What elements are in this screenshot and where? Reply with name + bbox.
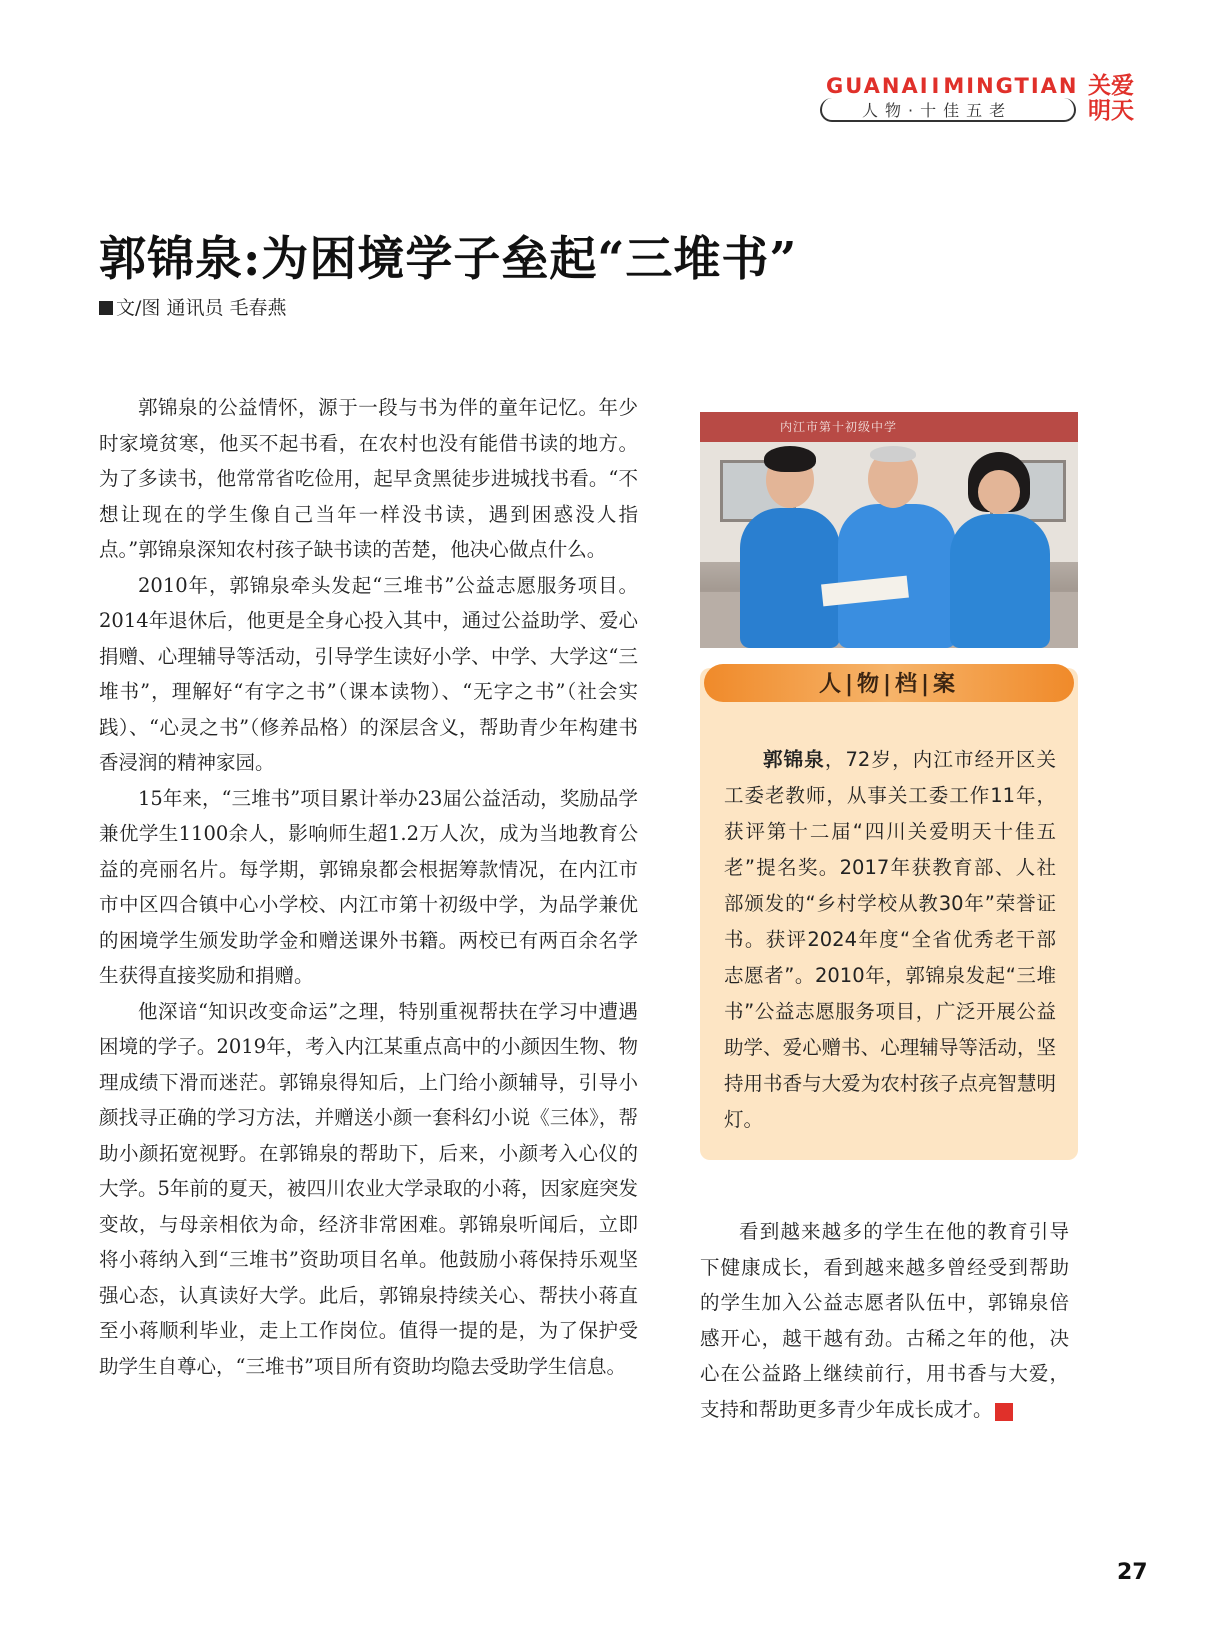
photo-student-right — [950, 514, 1050, 648]
profile-name: 郭锦泉 — [763, 748, 825, 771]
header-separator: I — [931, 74, 942, 98]
paragraph-2: 2010年，郭锦泉牵头发起“三堆书”公益志愿服务项目。2014年退休后，他更是全身心投入其中，通过公益助学、爱心捐赠、心理辅导等活动，引导学生读好小学、中学、大学这“三堆书”，理解好“有字之书”（课本读物）、“无字之书”（社会实践）、“心灵之书”（修养品格）的深层含义，帮助青少年构建书香浸润的精神家园。 — [99, 573, 638, 774]
paragraph-1: 郭锦泉的公益情怀，源于一段与书为伴的童年记忆。年少时家境贫寒，他买不起书看，在农村也没有能借书读的地方。为了多读书，他常常省吃俭用，起早贪黑徒步进城找书看。“不想让现在的学生像自己当年一样没书读，遇到困惑没人指点。”郭锦泉深知农村孩子缺书读的苦楚，他决心做点什么。 — [99, 396, 638, 561]
closing-paragraph: 看到越来越多的学生在他的教育引导下健康成长，看到越来越多曾经受到帮助的学生加入公益志愿者队伍中，郭锦泉倍感开心，越干越有劲。古稀之年的他，决心在公益路上继续前行，用书香与大爱，支持和帮助更多青少年成长成才。 — [700, 1220, 1069, 1421]
profile-heading: 人|物|档|案 — [818, 672, 960, 697]
paragraph-4: 他深谙“知识改变命运”之理，特别重视帮扶在学习中遭遇困境的学子。2019年，考入内江某重点高中的小颜因生物、物理成绩下滑而迷茫。郭锦泉得知后，上门给小颜辅导，引导小颜找寻正确的学习方法，并赠送小颜一套科幻小说《三体》，帮助小颜拓宽视野。在郭锦泉的帮助下，后来，小颜考入心仪的大学。5年前的夏天，被四川农业大学录取的小蒋，因家庭突发变故，与母亲相依为命，经济非常困难。郭锦泉听闻后，立即将小蒋纳入到“三堆书”资助项目名单。他鼓励小蒋保持乐观坚强心态，认真读好大学。此后，郭锦泉持续关心、帮扶小蒋直至小蒋顺利毕业，走上工作岗位。值得一提的是，为了保护受助学生自尊心，“三堆书”项目所有资助均隐去受助学生信息。 — [99, 999, 638, 1378]
photo-school-banner — [700, 412, 1078, 442]
byline — [99, 293, 286, 320]
page-number: 27 — [1117, 1560, 1148, 1585]
section-header-english — [826, 74, 1079, 98]
article-photo — [700, 412, 1078, 648]
photo-student-left — [740, 508, 840, 648]
byline-square-icon — [99, 301, 113, 315]
article-left-column — [99, 390, 638, 1384]
paragraph-3: 15年来，“三堆书”项目累计举办23届公益活动，奖励品学兼优学生1100余人，影响师生超1.2万人次，成为当地教育公益的亮丽名片。每学期，郭锦泉都会根据筹款情况，在内江市市中区四合镇中心小学校、内江市第十初级中学，为品学兼优的困境学生颁发助学金和赠送课外书籍。两校已有两百余名学生获得直接奖励和捐赠。 — [99, 786, 638, 987]
profile-description: ，72岁，内江市经开区关工委老教师，从事关工委工作11年，获评第十二届“四川关爱明天十佳五老”提名奖。2017年获教育部、人社部颁发的“乡村学校从教30年”荣誉证书。获评2024年度“全省优秀老干部志愿者”。2010年，郭锦泉发起“三堆书”公益志愿服务项目，广泛开展公益助学、爱心赠书、心理辅导等活动，坚持用书香与大爱为农村孩子点亮智慧明灯。 — [724, 748, 1056, 1131]
end-mark-icon: 关 — [995, 1403, 1013, 1421]
magazine-logo: 关爱明天 — [1088, 73, 1134, 124]
article-title: 郭锦泉:为困境学子垒起“三堆书” — [99, 232, 798, 287]
photo-student-left-hair — [764, 446, 816, 472]
byline-text: 文/图 通讯员 毛春燕 — [116, 297, 287, 319]
section-subtitle: 人物·十佳五老 — [862, 101, 1013, 120]
header-word-mingtian: MINGTIAN — [943, 74, 1079, 98]
photo-banner-text: 内江市第十初级中学 — [780, 420, 898, 434]
section-subtitle-frame — [820, 98, 1076, 122]
article-right-column — [700, 1214, 1069, 1427]
header-word-guanai: GUANAI — [826, 74, 930, 98]
photo-student-right-face — [978, 470, 1020, 514]
profile-text — [724, 742, 1056, 1138]
profile-heading-bar — [704, 664, 1074, 702]
photo-elder-hair — [870, 446, 916, 462]
